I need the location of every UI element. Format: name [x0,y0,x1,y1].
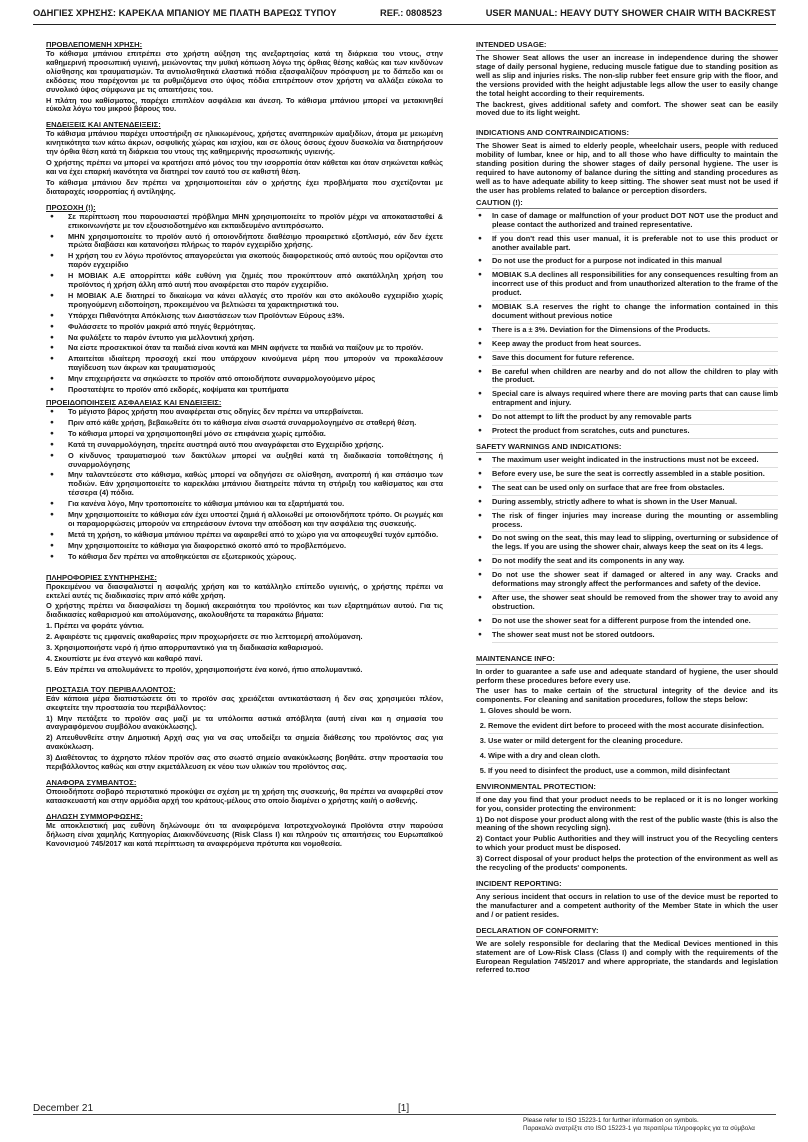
list-item: ● Η χρήση του εν λόγω προϊόντος απαγορεύεται για σκοπούς διαφορετικούς από αυτούς που ορίζονται στο παρόν εγχειρίδιο [68,252,443,270]
paragraph: We are solely responsible for declaring that the Medical Devices mentioned in this statement are of Low-Risk Class (Class I) and comply with the requirements of the European Regulation 745/2017 and where appropriate, the standards and legislation referred to.ποσ [476,938,778,975]
paragraph: 1) Do not dispose your product along with the rest of the public waste (this is also the meaning of the shown recycling sign). [476,814,778,833]
page-header [33,8,776,25]
paragraph: The Shower Seat is aimed to elderly people, wheelchair users, people with reduced mobility of lumbar, knee or hip, and to all those who have difficulty to maintain the standing position during the shower stages of daily personal hygiene. The user is required to have autonomy of balance during the sitting and standing procedures as well as to have adequate ability to keep sitting. The shower seat must not be used if the user has problems related to balance or perception disorders. [476,141,778,195]
list-item: ● In case of damage or malfunction of your product DOT NOT use the product and please contact the authorized and trained representative. [492,212,778,233]
header-ref: REF.: 0808523 [380,8,443,18]
section-title-conformity-gr: ΔΗΛΩΣΗ ΣΥΜΜΟΡΦΩΣΗΣ: [46,811,143,821]
section-title-environment-gr: ΠΡΟΣΤΑΣΙΑ ΤΟΥ ΠΕΡΙΒΑΛΛΟΝΤΟΣ: [46,684,176,694]
list-item: ● Υπάρχει Πιθανότητα Απόκλισης των Διαστάσεων των Προϊόντων Εύρους ±3%. [68,312,443,321]
list-item: ● During assembly, strictly adhere to what is shown in the User Manual. [492,498,778,510]
list-item: ● Το κάθισμα δεν πρέπει να αποθηκεύεται σε εξωτερικούς χώρους. [68,553,443,562]
paragraph: 3. Χρησιμοποιήστε νερό ή ήπιο απορρυπαντικό για τη διαδικασία καθαρισμού. [46,643,323,653]
list-item: ● Πριν από κάθε χρήση, βεβαιωθείτε ότι το κάθισμα είναι σωστά συναρμολογημένο σε σταθερή θέση. [68,419,443,428]
paragraph: If one day you find that your product needs to be replaced or it is no longer working for you, consider protecting the environment: [476,794,778,813]
footer-symbol-note [523,1117,755,1133]
header-title-greek: ΟΔΗΓΙΕΣ ΧΡΗΣΗΣ: ΚΑΡΕΚΛΑ ΜΠΑΝΙΟΥ ΜΕ ΠΛΑΤΗ ΒΑΡΕΩΣ ΤΥΠΟΥ [33,8,337,18]
list-item: ● Μην χρησιμοποιείτε το κάθισμα εάν έχει υποστεί ζημιά ή αλλοιωθεί με οποιονδήποτε τρόπο. Οι ρωγμές και οι παραμορφώσεις μπορούν να επηρεάσουν έντονα την απόδοση και την ασφάλεια της συσκευής. [68,511,443,529]
list-item: ● Keep away the product from heat sources. [492,340,778,352]
list-item: 5. If you need to disinfect the product, use a common, mild disinfectant [488,767,778,779]
list-item: ● Do not use the product for a purpose not indicated in this manual [492,257,778,269]
section-title-intended-en: INTENDED USAGE: [476,40,778,51]
list-item: ● Η ΜΟΒΙΑΚ Α.Ε απορρίπτει κάθε ευθύνη για ζημιές που προκύπτουν από ακατάλληλη χρήση του προϊόντος ή χρήση άλλη από αυτή που αναφέρεται στο παρόν εγχειρίδιο. [68,272,443,290]
list-item: ● Do not swing on the seat, this may lead to slipping, overturning or subsidence of the legs. If you are using the shower chair, always keep the seat on its 4 legs. [492,534,778,555]
list-item: ● Before every use, be sure the seat is correctly assembled in a stable position. [492,470,778,482]
paragraph: Το κάθισμα μπάνιου επιτρέπει στο χρήστη αύξηση της ανεξαρτησίας κατά τη διάρκεια του ντους, στην καθημερινή προσωπική υγιεινή, μειώνοντας την μυϊκή κόπωση λόγω της όρθιας θέσης καθώς και των κινδύνων ολίσθησης και τραυματισμών. Τα αντιολισθητικά ελαστικά πόδια εξασφαλίζουν πρόσφυση με το δάπεδο και οι εκδόσεις που παρέχονται με τα ρυθμιζόμενα στο ύψος πόδια επιτρέπουν στον χρήστη να αλλάξει εύκολα το συνολικό ύψος σύμφωνα με τις απαιτήσεις του. [46,49,443,94]
section-title-safety-en: SAFETY WARNINGS AND INDICATIONS: [476,442,778,453]
paragraph: Με αποκλειστική μας ευθύνη δηλώνουμε ότι τα αναφερόμενα Ιατροτεχνολογικά Προϊόντα στην παρούσα δήλωση είναι χαμηλής Κατηγορίας Διακινδύνευσης (Risk Class I) και πληρούν τις απαιτήσεις του Ευρωπαϊκού Κανονισμού 745/2017 και κατά περίπτωση τα αναφερόμενα πρότυπα και νομοθεσία. [46,820,443,848]
greek-column [46,40,443,1100]
list-item: ● Μην ταλαντεύεστε στο κάθισμα, καθώς μπορεί να οδηγήσει σε ολίσθηση, ανατροπή ή και σπάσιμο των ποδιών. Εάν χρησιμοποιείτε το καρεκλάκι μπάνιου διατηρείτε πάντα τη στήριξη του καθίσματος και στα τέσσερα (4) πόδια. [68,471,443,498]
english-column [476,40,778,1100]
section-title-caution-gr: ΠΡΟΣΟΧΗ (!): [46,202,96,212]
list-item: ● Προστατέψτε το προϊόν από εκδορές, κοψίματα και τρυπήματα [68,386,443,395]
list-item: ● Ο κίνδυνος τραυματισμού των δακτύλων μπορεί να αυξηθεί κατά τη διαδικασία τοποθέτησης ή συναρμολόγησης [68,452,443,470]
paragraph: Εάν κάποια μέρα διαπιστώσετε ότι το προϊόν σας χρειάζεται αντικατάσταση ή δεν σας χρησιμεύει πλέον, σκεφτείτε την προστασία του περιβάλλοντος: [46,693,443,712]
paragraph: Any serious incident that occurs in relation to use of the device must be reported to the manufacturer and a competent authority of the Member State in which the user and / or patient resides. [476,892,778,919]
list-item: 2. Remove the evident dirt before to proceed with the most accurate disinfection. [488,722,778,734]
maintenance-steps-en [476,707,778,779]
list-item: ● Do not use the shower seat for a different purpose from the intended one. [492,617,778,629]
list-item: ● The seat can be used only on surface that are free from obstacles. [492,484,778,496]
paragraph: 3) Διαθέτοντας το άχρηστο πλέον προϊόν σας στο σωστό σημείο ανακύκλωσης βοηθάτε. στην προστασία του περιβάλλοντος καθώς και στην εκμετάλλευση εκ νέου των υλικών του προϊόντος σας. [46,753,443,772]
footer-note-greek: Παρακαλώ ανατρέξτε στο ISO 15223-1 για περαιτέρω πληροφορίες για τα σύμβολα [523,1125,755,1132]
list-item: ● Special care is always required where there are moving parts that can cause limb entrapment and injury. [492,390,778,411]
section-title-maintenance-en: MAINTENANCE INFO: [476,654,778,665]
paragraph: Η πλάτη του καθίσματος, παρέχει επιπλέον ασφάλεια και άνεση. Το κάθισμα μπάνιου μπορεί να μετακινηθεί εύκολα λόγω του μικρού βάρους του. [46,95,443,114]
footer-divider [33,1114,776,1115]
paragraph: 1. Πρέπει να φοράτε γάντια. [46,621,144,631]
list-item: ● The shower seat must not be stored outdoors. [492,631,778,643]
paragraph: Το κάθισμα μπάνιου παρέχει υποστήριξη σε ηλικιωμένους, χρήστες αναπηρικών αμαξιδίων, άτομα με μειωμένη κινητικότητα των κάτω άκρων, οσφυϊκής χώρας και ισχίου, και σε όλους όσους έχουν δυσκολία να διατηρήσουν την όρθια θέση κατά τη διάρκεια του ντους της καθημερινής προσωπικής υγιεινής. [46,129,443,157]
list-item: ● Για κανένα λόγο, Μην τροποποιείτε το κάθισμα μπάνιου και τα εξαρτήματά του. [68,500,443,509]
section-title-intended-gr: ΠΡΟΒΛΕΠΟΜΕΝΗ ΧΡΗΣΗ: [46,40,143,49]
list-item: ● Be careful when children are nearby and do not allow the children to play with the product. [492,368,778,389]
list-item: ● MOBIAK S.A declines all responsibilities for any consequences resulting from an incorrect use of this product and from unauthorized alteration to the frame of the product. [492,271,778,301]
safety-list-en [476,456,778,643]
list-item: ● If you don't read this user manual, it is preferable not to use this product or another available part. [492,235,778,256]
section-title-maintenance-gr: ΠΛΗΡΟΦΟΡΙΕΣ ΣΥΝΤΗΡΗΣΗΣ: [46,572,157,582]
paragraph: The backrest, gives additional safety and comfort. The shower seat can be easily moved due to its light weight. [476,99,778,118]
paragraph: 4. Σκουπίστε με ένα στεγνό και καθαρό πανί. [46,653,203,663]
list-item: ● Do not attempt to lift the product by any removable parts [492,413,778,425]
section-title-environment-en: ENVIRONMENTAL PROTECTION: [476,782,778,793]
paragraph: 2) Contact your Public Authorities and they will instruct you of the Recycling centers to which your product must be disposed. [476,834,778,853]
caution-list-en [476,212,778,439]
paragraph: 5. Εάν πρέπει να απολυμάνετε το προϊόν, χρησιμοποιήστε ένα κοινό, ήπιο απολυμαντικό. [46,664,363,674]
list-item: ● Μην επιχειρήσετε να σηκώσετε το προϊόν από οποιοδήποτε συναρμολογούμενο μέρος [68,375,443,384]
list-item: ● Το μέγιστο βάρος χρήστη που αναφέρεται στις οδηγίες δεν πρέπει να υπερβαίνεται. [68,408,443,417]
list-item: ● The maximum user weight indicated in the instructions must not be exceed. [492,456,778,468]
list-item: ● There is a ± 3%. Deviation for the Dimensions of the Products. [492,326,778,338]
list-item: ● Μην χρησιμοποιείτε το κάθισμα για διαφορετικό σκοπό από το προβλεπόμενο. [68,542,443,551]
list-item: ● MOBIAK S.A reserves the right to change the information contained in this document without previous notice [492,303,778,324]
list-item: ● Φυλάσσετε το προϊόν μακριά από πηγές θερμότητας. [68,323,443,332]
list-item: ● ΜΗΝ χρησιμοποιείτε το προϊόν αυτό ή οποιονδήποτε διαθέσιμο προαιρετικό εξοπλισμό, εάν δεν έχετε πρώτα διαβάσει και κατανοήσει πλήρως το παρόν εγχειρίδιο χρήσης. [68,233,443,251]
list-item: ● Η ΜΟΒΙΑΚ Α.Ε διατηρεί το δικαίωμα να κάνει αλλαγές στο προϊόν και στο ακόλουθο εγχειρίδιο χωρίς προηγούμενη ειδοποίηση, προκειμένου να βελτιώσει τα χαρακτηριστικά του. [68,292,443,310]
section-title-incident-en: INCIDENT REPORTING: [476,879,778,890]
list-item: ● Κατά τη συναρμολόγηση, τηρείτε αυστηρά αυτό που αναγράφεται στο Εγχειρίδιο χρήσης. [68,441,443,450]
list-item: ● The risk of finger injuries may increase during the mounting or assembling process. [492,512,778,533]
paragraph: The Shower Seat allows the user an increase in independence during the shower stage of daily personal hygiene, reducing muscle fatigue due to standing position as well as slip and injuries risks. The non-slip rubber feet ensure grip with the floor, and the versions provided with the height adjustable legs allow the user to easily change the total height according to their requirements. [476,53,778,98]
list-item: ● Να φυλάξετε το παρόν έντυπο για μελλοντική χρήση. [68,334,443,343]
list-item: ● Do not modify the seat and its components in any way. [492,557,778,569]
page-number: [1] [398,1103,410,1114]
list-item: ● Protect the product from scratches, cuts and punctures. [492,427,778,439]
section-title-incident-gr: ΑΝΑΦΟΡΑ ΣΥΜΒΑΝΤΟΣ: [46,778,137,787]
paragraph: 3) Correct disposal of your product helps the protection of the environment as well as the recycling of the products' components. [476,854,778,873]
list-item: ● Μετά τη χρήση, το κάθισμα μπάνιου πρέπει να αφαιρεθεί από το χώρο για να αποφευχθεί τυχόν εμπόδιο. [68,531,443,540]
list-item: 1. Gloves should be worn. [488,707,778,719]
caution-list-gr [46,213,443,395]
list-item: ● Το κάθισμα μπορεί να χρησιμοποιηθεί μόνο σε επιφάνεια χωρίς εμπόδια. [68,430,443,439]
list-item: ● Do not use the shower seat if damaged or altered in any way. Cracks and deformations may strongly affect the performances and safety of the device. [492,571,778,592]
paragraph: 2. Αφαιρέστε τις εμφανείς ακαθαρσίες πριν προχωρήσετε σε πιο λεπτομερή απολύμανση. [46,632,363,642]
list-item: ● After use, the shower seat should be removed from the shower tray to avoid any obstruction. [492,594,778,615]
paragraph: Ο χρήστης πρέπει να μπορεί να κρατήσει από μόνος του την ισορροπία όταν κάθεται και όταν σηκώνεται καθώς και να έχει επαρκή ικανότητα να διατηρεί τον εαυτό του σε καθιστή θέση. [46,158,443,176]
list-item: 4. Wipe with a dry and clean cloth. [488,752,778,764]
header-title-english: USER MANUAL: HEAVY DUTY SHOWER CHAIR WITH BACKREST [485,8,776,18]
paragraph: Το κάθισμα μπάνιου δεν πρέπει να χρησιμοποιείται εάν ο χρήστης έχει προβλήματα που σχετίζονται με διαταραχές ισορροπίας ή αντίληψης. [46,177,443,196]
section-title-caution-en: CAUTION (!): [476,198,778,209]
paragraph: Ο χρήστης πρέπει να διασφαλίσει τη δομική ακεραιότητα του προϊόντος και των εξαρτημάτων αυτού. Για τις διαδικασίες καθαρισμού και απολύμανσης, ακολουθήστε τα παρακάτω βήματα: [46,601,443,620]
paragraph: In order to guarantee a safe use and adequate standard of hygiene, the user should perform these procedures before every use. [476,666,778,685]
paragraph: Προκειμένου να διασφαλιστεί η ασφαλής χρήση και το κατάλληλο επίπεδο υγιεινής, ο χρήστης πρέπει να εκτελεί αυτές τις διαδικασίες πριν από κάθε χρήση. [46,581,443,600]
list-item: ● Σε περίπτωση που παρουσιαστεί πρόβλημα ΜΗΝ χρησιμοποιείτε το προϊόν μέχρι να αποκατασταθεί & επικοινωνήστε με τον εξουσιοδοτημένο και εκπαιδευμένο αντιπρόσωπο. [68,213,443,231]
list-item: ● Απαιτείται ιδιαίτερη προσοχή εκεί που υπάρχουν κινούμενα μέρη που μπορούν να προκαλέσουν παγίδευση των άκρων και τραυματισμούς [68,355,443,373]
paragraph: Οποιοδήποτε σοβαρό περιστατικό προκύψει σε σχέση με τη χρήση της συσκευής, θα πρέπει να αναφερθεί στον κατασκευαστή και στην αρμόδια αρχή του κράτους-μέλους στο οποίο διαμένει ο χρήστης και/ή ο ασθενής. [46,787,443,805]
list-item: ● Save this document for future reference. [492,354,778,366]
section-title-safety-gr: ΠΡΟΕΙΔΟΠΟΙΗΣΕΙΣ ΑΣΦΑΛΕΙΑΣ ΚΑΙ ΕΝΔΕΙΞΕΙΣ: [46,398,222,407]
safety-list-gr [46,408,443,562]
section-title-indications-en: INDICATIONS AND CONTRAINDICATIONS: [476,128,778,139]
footer-date: December 21 [33,1103,94,1114]
section-title-indications-gr: ΕΝΔΕΙΞΕΙΣ ΚΑΙ ΑΝΤΕΝΔΕΙΞΕΙΣ: [46,120,161,130]
paragraph: The user has to make certain of the structural integrity of the device and its components. For cleaning and sanitation procedures, follow the steps below: [476,686,778,705]
footer-note-english: Please refer to ISO 15223-1 for further information on symbols. [523,1117,699,1124]
paragraph: 1) Μην πετάξετε το προϊόν σας μαζί με τα υπόλοιπα αστικά απόβλητα (αυτή είναι και η σημασία του αναγραφόμενου συμβόλου ανακύκλωσης). [46,713,443,732]
list-item: ● Να είστε προσεκτικοί όταν τα παιδιά είναι κοντά και ΜΗΝ αφήνετε τα παιδιά να παίζουν με το προϊόν. [68,344,443,353]
section-title-conformity-en: DECLARATION OF CONFORMITY: [476,926,778,937]
list-item: 3. Use water or mild detergent for the cleaning procedure. [488,737,778,749]
paragraph: 2) Απευθυνθείτε στην Δημοτική Αρχή σας για να σας υποδείξει τα σημεία διάθεσης του προϊόντος σας για ανακύκλωση. [46,733,443,752]
